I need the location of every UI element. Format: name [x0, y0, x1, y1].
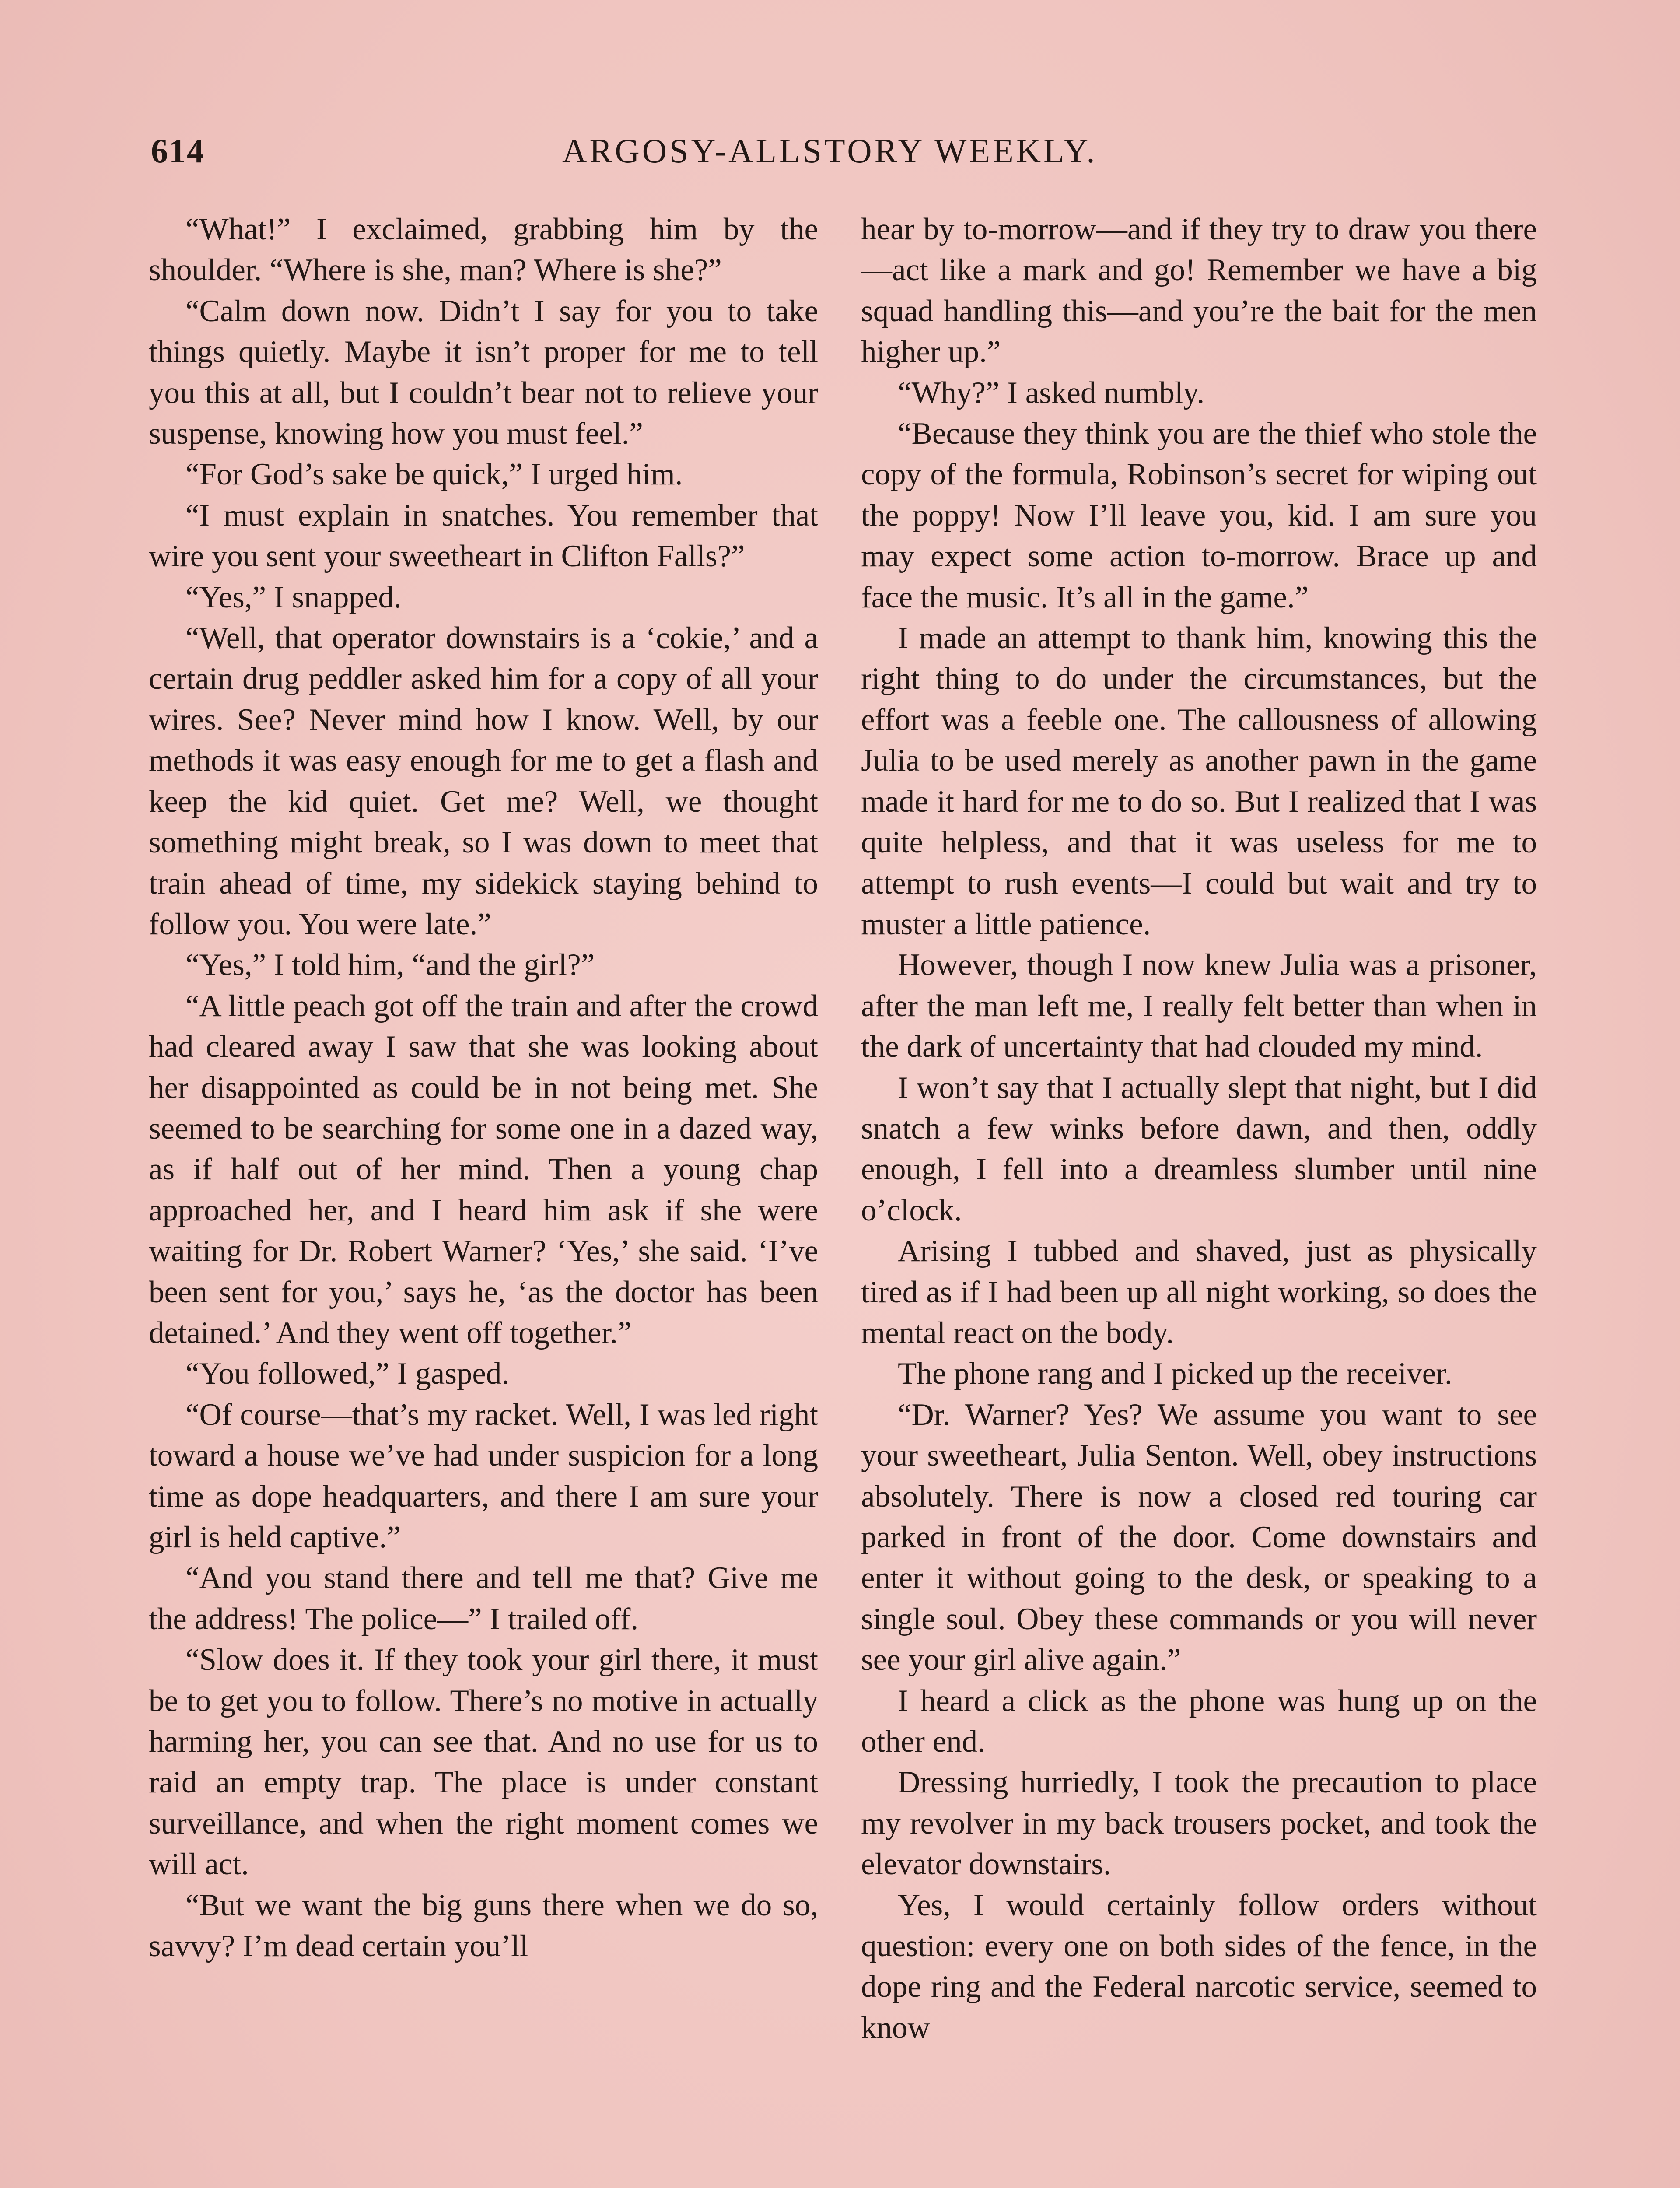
paragraph: “Dr. Warner? Yes? We assume you want to see your sweetheart, Julia Senton. Well, obey instructions absolutely. There is now a closed red touring car parked in front of the door. Come downstairs and enter it without going to the desk, or speaking to a single soul. Obey these commands or you will never see your girl alive again.”: [861, 1397, 1537, 1677]
paragraph: “Yes,” I told him, “and the girl?”: [186, 948, 595, 982]
paragraph: I heard a click as the phone was hung up on the other end.: [861, 1683, 1537, 1759]
paragraph: Yes, I would certainly follow orders without question: every one on both sides of the fence, in the dope ring and the Federal narcotic service, seemed to know: [861, 1888, 1537, 2045]
paragraph: “For God’s sake be quick,” I urged him.: [186, 457, 683, 492]
paragraph: hear by to-morrow—and if they try to draw you there—act like a mark and go! Remember we have a big squad handling this—and you’re the bait for the men higher up.”: [861, 212, 1537, 369]
paragraph: However, though I now knew Julia was a prisoner, after the man left me, I really felt better than when in the dark of uncertainty that had clouded my mind.: [861, 948, 1537, 1064]
paragraph: I won’t say that I actually slept that night, but I did snatch a few winks before dawn, and then, oddly enough, I fell into a dreamless slumber until nine o’clock.: [861, 1070, 1537, 1227]
left-column: [149, 209, 818, 1967]
paragraph: “I must explain in snatches. You remember that wire you sent your sweetheart in Clifton Falls?”: [149, 498, 818, 574]
page-number: 614: [151, 132, 205, 170]
paragraph: “But we want the big guns there when we do so, savvy? I’m dead certain you’ll: [149, 1888, 818, 1964]
paragraph: Dressing hurriedly, I took the precaution to place my revolver in my back trousers pocket, and took the elevator downstairs.: [861, 1765, 1537, 1882]
paragraph: “Why?” I asked numbly.: [898, 375, 1205, 410]
right-column: [861, 209, 1537, 2048]
paragraph: “What!” I exclaimed, grabbing him by the shoulder. “Where is she, man? Where is she?”: [149, 212, 818, 288]
paragraph: I made an attempt to thank him, knowing this the right thing to do under the circumstances, but the effort was a feeble one. The callousness of allowing Julia to be used merely as another pawn in the game made it hard for me to do so. But I realized that I was quite helpless, and that it was useless for me to attempt to rush events—I could but wait and try to muster a little patience.: [861, 621, 1537, 941]
paragraph: “Slow does it. If they took your girl there, it must be to get you to follow. There’s no motive in actually harming her, you can see that. And no use for us to raid an empty trap. The place is under constant surveillance, and when the right moment comes we will act.: [149, 1643, 818, 1882]
paragraph: “A little peach got off the train and after the crowd had cleared away I saw that she was looking about her disappointed as could be in not being met. She seemed to be searching for some one in a dazed way, as if half out of her mind. Then a young chap approached her, and I heard him ask if she were waiting for Dr. Robert Warner? ‘Yes,’ she said. ‘I’ve been sent for you,’ says he, ‘as the doctor has been detained.’ And they went off together.”: [149, 989, 818, 1350]
paragraph: “Of course—that’s my racket. Well, I was led right toward a house we’ve had under suspicion for a long time as dope headquarters, and there I am sure your girl is held captive.”: [149, 1397, 818, 1554]
paragraph: “Yes,” I snapped.: [186, 580, 402, 614]
paragraph: The phone rang and I picked up the receiver.: [898, 1357, 1452, 1391]
paragraph: “And you stand there and tell me that? Give me the address! The police—” I trailed off.: [149, 1561, 818, 1636]
paragraph: “Calm down now. Didn’t I say for you to take things quietly. Maybe it isn’t proper for me to tell you this at all, but I couldn’t bear not to relieve your suspense, knowing how you must feel.”: [149, 294, 818, 451]
page-header: [151, 131, 1547, 184]
running-title: ARGOSY-ALLSTORY WEEKLY.: [562, 132, 1098, 170]
paragraph: Arising I tubbed and shaved, just as physically tired as if I had been up all night working, so does the mental react on the body.: [861, 1234, 1537, 1350]
paragraph: “You followed,” I gasped.: [186, 1357, 510, 1391]
paragraph: “Because they think you are the thief who stole the copy of the formula, Robinson’s secret for wiping out the poppy! Now I’ll leave you, kid. I am sure you may expect some action to-morrow. Brace up and face the music. It’s all in the game.”: [861, 417, 1537, 614]
paragraph: “Well, that operator downstairs is a ‘cokie,’ and a certain drug peddler asked him for a copy of all your wires. See? Never mind how I know. Well, by our methods it was easy enough for me to get a flash and keep the kid quiet. Get me? Well, we thought something might break, so I was down to meet that train ahead of time, my sidekick staying behind to follow you. You were late.”: [149, 621, 818, 941]
